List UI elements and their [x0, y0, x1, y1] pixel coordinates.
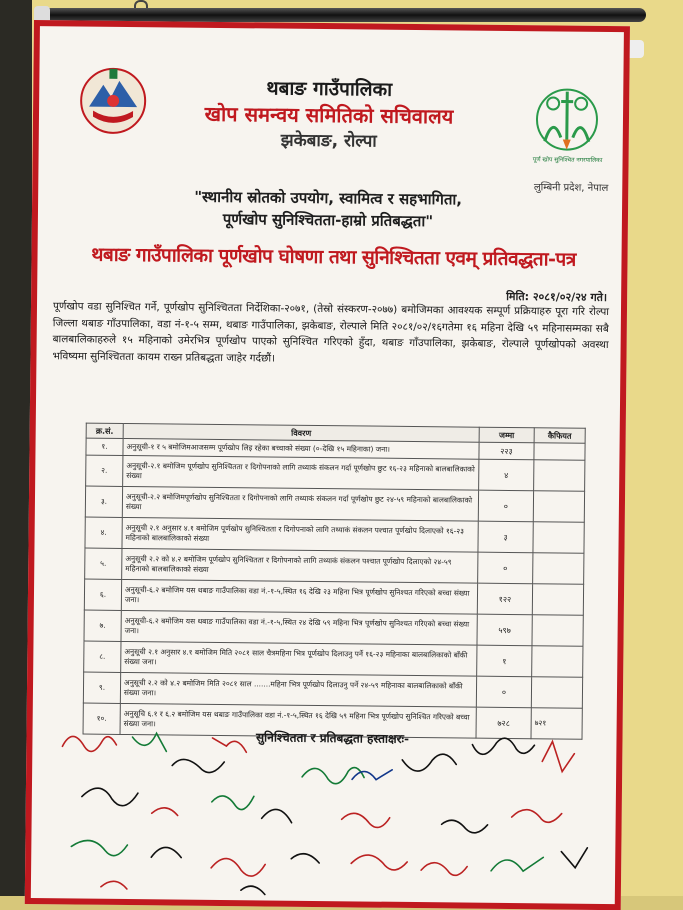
- row-total: २२३: [479, 442, 534, 460]
- row-description: अनुसूची-२.१ बमोजिम पूर्णखोप सुनिश्चितता र दिगोपनाको लागि तथ्याकं संकलन गर्दा पूर्णखोप छुट १६-२३ महिनाको बालबालिकाको संख्या: [123, 455, 479, 490]
- row-description: अनुसूचि ६.१ र ६.२ बमोजिम यस थबाङ गाउँपालिका वडा नं.-१-५,स्थित १६ देखि ५९ महिना भित्र पूर्णखोप सुनिश्चित गरिएको बच्चा संख्या जना।: [120, 703, 476, 738]
- row-description: अनुसूची २.२ को ४.२ बमोजिम पूर्णखोप सुनिश्चितता र दिगोपनाको लागि तथ्याकं संकलन पश्चात पूर्णखोप दिलाएको २४-५९ महिनाको बालबालिकाको संख्या: [122, 548, 478, 583]
- immunization-logo-icon: [527, 81, 608, 162]
- row-sn: ६.: [84, 579, 121, 610]
- row-remark: [533, 522, 584, 554]
- secretariat-name: खोप समन्वय समितिको सचिवालय: [204, 101, 454, 129]
- row-description: अनुसूची-२.२ बमोजिमपूर्णखोप सुनिश्चितता र दिगोपनाको लागि तथ्याकं संकलन गर्दा पूर्णखोप छुट २४-५९ महिनाको बालबालिकाको संख्या: [122, 486, 478, 521]
- table-row: [85, 517, 584, 553]
- row-total: ०: [478, 552, 533, 584]
- col-header-sn: क्र.सं.: [86, 423, 123, 438]
- row-description: अनुसूची-१ र ५ बमोजिमआजसम्म पूर्णखोप लिइ रहेका बच्चाको संख्या (०-देखि १५ महिनाका) जना।: [123, 438, 479, 459]
- row-remark: [534, 443, 585, 461]
- row-total: ३: [478, 521, 533, 553]
- row-description: अनुसूची-६.२ बमोजिम यस थबाङ गाउँपालिका वडा नं.-१-५,स्थित १६ देखि २३ महिना भित्र पूर्णखोप सुनिश्चत गरिएको बच्चा संख्या जना।: [121, 579, 477, 614]
- row-remark: ७२१: [531, 708, 582, 740]
- province-label: लुम्बिनी प्रदेश, नेपाल: [533, 182, 609, 195]
- handwritten-signatures: [41, 716, 613, 902]
- pledge-poster: [25, 20, 630, 910]
- row-sn: ५.: [85, 548, 122, 579]
- row-sn: ४.: [85, 517, 122, 548]
- row-remark: [531, 677, 582, 709]
- header-block: [179, 76, 480, 155]
- row-total: ०: [476, 676, 531, 708]
- row-description: अनुसूची २.१ अनुसार ४.१ बमोजिम पूर्णखोप सुनिश्चितता र दिगोपनाको लागि तथ्याकं संकलन पश्चात पूर्णखोप दिलाएको १६-२३ महिनाको बालबालिकाको संख्या: [122, 517, 478, 552]
- slogan-line-1: "स्थानीय स्रोतको उपयोग, स्वामित्व र सहभागिता,: [194, 187, 463, 209]
- row-remark: [532, 584, 583, 616]
- row-remark: [532, 646, 583, 678]
- row-total: ५९७: [477, 614, 532, 646]
- row-sn: ८.: [84, 641, 121, 672]
- row-total: १२२: [477, 583, 532, 615]
- row-remark: [533, 491, 584, 523]
- col-header-remarks: कैफियत: [534, 428, 585, 444]
- row-sn: ३.: [85, 486, 122, 517]
- row-total: ४: [479, 459, 534, 491]
- row-description: अनुसूची २.२ को ४.२ बमोजिम मिति २०८१ साल .......महिना भित्र पूर्णखोप दिलाउनु पर्ने २४-५९ महिनाका बालबालिकाको बाँकी संख्या जना।: [120, 672, 476, 707]
- nepal-emblem-icon: [75, 60, 152, 137]
- table-row: [86, 455, 585, 491]
- logo-caption: पूर्ण खोप सुनिश्चित नगरपालिका: [532, 156, 603, 164]
- row-sn: ७.: [84, 610, 121, 641]
- slogan-line-2: पूर्णखोप सुनिश्चितता-हाम्रो प्रतिबद्धता": [222, 209, 434, 231]
- poster-title: थबाङ गाउँपालिका पूर्णखोप घोषणा तथा सुनिश्चितता एवम् प्रतिवद्धता-पत्र: [91, 243, 576, 271]
- office-location: झकेबाङ, रोल्पा: [280, 130, 377, 152]
- row-remark: [534, 460, 585, 492]
- table-row: [85, 548, 584, 584]
- row-sn: ९.: [83, 672, 120, 703]
- date-line: मिति: २०८१/०२/२४ गते।: [506, 289, 608, 305]
- poster-rod: [36, 8, 646, 22]
- row-total: ०: [478, 490, 533, 522]
- row-sn: २.: [86, 455, 123, 486]
- row-remark: [532, 615, 583, 647]
- signatures-heading: सुनिश्चितता र प्रतिबद्धता हस्ताक्षरः-: [255, 730, 410, 746]
- declaration-paragraph: पूर्णखोप वडा सुनिश्चित गर्ने, पूर्णखोप सुनिश्चितता निर्देशिका-२०७१, (तेस्रो संस्करण-२०७७) बमोजिमका आवश्यक सम्पूर्ण प्रक्रियाहरु पूरा गरि रोल्पा जिल्ला थबाङ गाँउपालिका, वडा नं-१-५ सम्म, थबाङ गाउँपालिका, झकेबाङ, रोल्पाले मिति २०८१/०२/१६गतेमा १६ महिना देखि ५९ महिनासम्मका सबै बालबालिकाहरुले १५ महिनाको उमेरभित्र पूर्णखोप पाएको सुनिश्चित गरिएको हुँदा, थबाङ गाँउपालिका, झकेबाङ, रोल्पाले पूर्णखोपको अवस्था भविष्यमा सुनिश्चितता कायम राख्न प्रतिबद्धता जाहेर गर्दछौं।: [52, 300, 610, 365]
- col-header-description: विवरण: [123, 423, 479, 442]
- table-row: [85, 486, 584, 522]
- row-total: ७२८: [476, 707, 531, 739]
- vaccination-table: [83, 423, 586, 740]
- row-sn: १०.: [83, 703, 120, 734]
- row-description: अनुसूची-६.२ बमोजिम यस थबाङ गाउँपालिका वडा नं.-१-५,स्थित २४ देखि ५९ महिना भित्र पूर्णखोप सुनिश्चत गरिएको बच्चा संख्या जना।: [121, 610, 477, 645]
- row-sn: १.: [86, 438, 123, 455]
- municipality-name: थबाङ गाउँपालिका: [266, 77, 393, 101]
- row-description: अनुसूची २.१ अनुसार ४.१ बमोजिम मिति २०८१ साल चैत्रमहिना भित्र पूर्णखोप दिलाउनु पर्ने १६-२३ महिनाका बालबालिकाको बाँकी संख्या जना।: [121, 641, 477, 676]
- row-total: १: [477, 645, 532, 677]
- row-remark: [533, 553, 584, 585]
- col-header-total: जम्मा: [479, 427, 534, 443]
- slogan: [118, 185, 538, 233]
